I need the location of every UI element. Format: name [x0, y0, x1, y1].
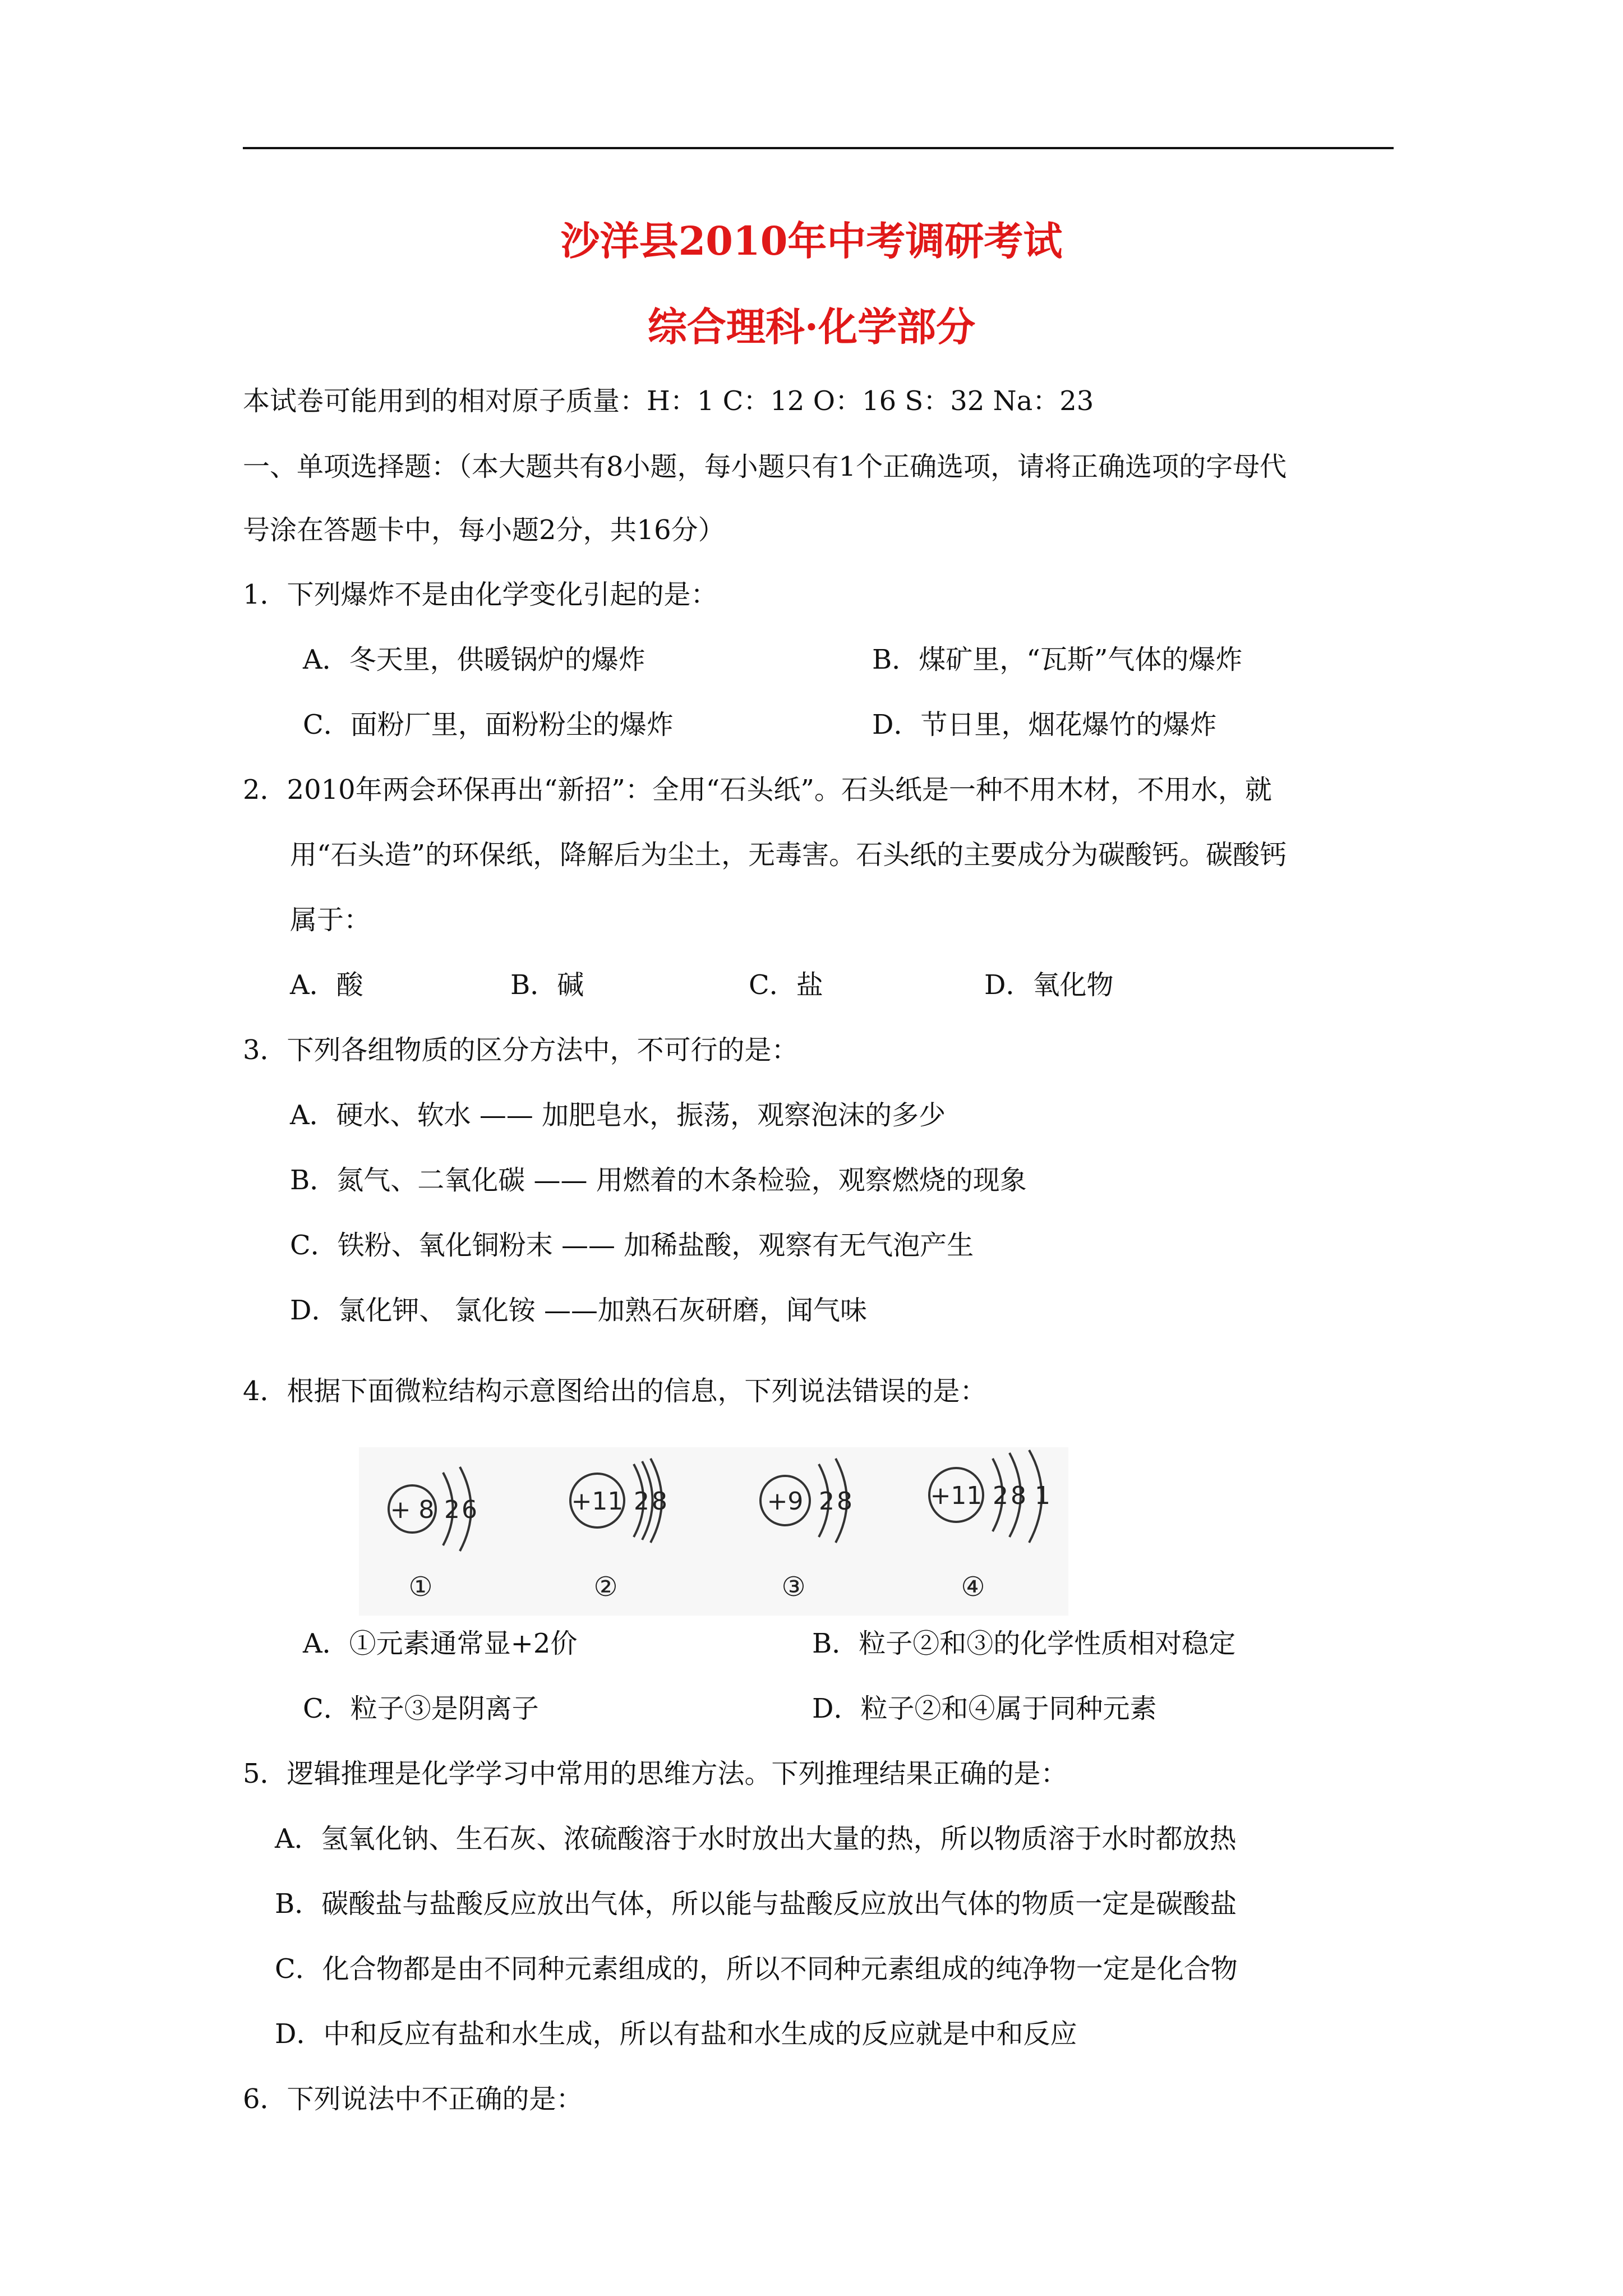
q1-stem: 1．下列爆炸不是由化学变化引起的是： [243, 579, 718, 610]
particle-3-label: ③ [781, 1571, 806, 1603]
particle-2-shell-2: 8 [652, 1487, 667, 1516]
atomic-mass-note: 本试卷可能用到的相对原子质量：H：1 C：12 O：16 S：32 Na：23 [243, 385, 1094, 417]
particle-3-shell-1: 2 [819, 1487, 834, 1516]
q4-stem: 4．根据下面微粒结构示意图给出的信息，下列说法错误的是： [243, 1375, 987, 1407]
header-rule [243, 147, 1394, 149]
q5-option-b: B．碳酸盐与盐酸反应放出气体，所以能与盐酸反应放出气体的物质一定是碳酸盐 [275, 1888, 1237, 1920]
q1-option-b: B．煤矿里，“瓦斯”气体的爆炸 [872, 644, 1243, 675]
q2-stem-line2: 用“石头造”的环保纸，降解后为尘土，无毒害。石头纸的主要成分为碳酸钙。碳酸钙 [290, 839, 1287, 871]
q2-option-c: C．盐 [749, 969, 823, 1001]
q5-option-a: A．氢氧化钠、生石灰、浓硫酸溶于水时放出大量的热，所以物质溶于水时都放热 [275, 1823, 1237, 1855]
q5-option-c: C．化合物都是由不同种元素组成的，所以不同种元素组成的纯净物一定是化合物 [275, 1953, 1238, 1985]
particle-2-label: ② [593, 1571, 618, 1603]
q6-stem: 6．下列说法中不正确的是： [243, 2083, 583, 2115]
q4-option-b: B．粒子②和③的化学性质相对稳定 [812, 1628, 1236, 1659]
q5-option-d: D．中和反应有盐和水生成，所以有盐和水生成的反应就是中和反应 [275, 2018, 1077, 2050]
q3-option-d: D．氯化钾、 氯化铵 ——加熟石灰研磨，闻气味 [290, 1295, 868, 1326]
q1-option-c: C．面粉厂里，面粉粉尘的爆炸 [303, 709, 674, 740]
q2-stem-line1: 2．2010年两会环保再出“新招”：全用“石头纸”。石头纸是一种不用木材，不用水，就 [243, 774, 1272, 806]
q2-option-d: D．氧化物 [984, 969, 1114, 1001]
particle-structure-diagram [359, 1447, 1068, 1616]
particle-1-nucleus: + 8 [390, 1496, 435, 1524]
section-heading-cont: 号涂在答题卡中，每小题2分，共16分） [243, 514, 725, 546]
particle-2-nucleus: +11 [571, 1487, 624, 1516]
particle-4-label: ④ [961, 1571, 985, 1603]
particle-4-shell-1: 2 [993, 1481, 1008, 1510]
particle-1-label: ① [408, 1571, 433, 1603]
particle-4-shell-3: 1 [1035, 1481, 1050, 1510]
q5-stem: 5．逻辑推理是化学学习中常用的思维方法。下列推理结果正确的是： [243, 1758, 1068, 1789]
particle-4-nucleus: +11 [930, 1481, 983, 1510]
q3-option-b: B．氮气、二氧化碳 —— 用燃着的木条检验，观察燃烧的现象 [290, 1165, 1027, 1196]
exam-title: 沙洋县2010年中考调研考试 [560, 218, 1063, 264]
q3-option-c: C．铁粉、氧化铜粉末 —— 加稀盐酸，观察有无气泡产生 [290, 1230, 974, 1261]
particle-4-shell-2: 8 [1011, 1481, 1026, 1510]
particle-1-shell-2: 6 [462, 1496, 477, 1524]
particle-1-shell-1: 2 [444, 1496, 460, 1524]
q3-option-a: A．硬水、软水 —— 加肥皂水，振荡，观察泡沫的多少 [290, 1099, 946, 1131]
q4-option-d: D．粒子②和④属于同种元素 [812, 1693, 1157, 1724]
q2-option-a: A．酸 [290, 969, 363, 1001]
q2-stem-line3: 属于： [290, 904, 371, 936]
q3-stem: 3．下列各组物质的区分方法中，不可行的是： [243, 1034, 799, 1066]
particle-3-nucleus: +9 [767, 1487, 804, 1516]
q2-option-b: B．碱 [510, 969, 584, 1001]
q4-option-a: A．①元素通常显+2价 [303, 1628, 578, 1659]
section-heading: 一、单项选择题：（本大题共有8小题，每小题只有1个正确选项，请将正确选项的字母代 [243, 451, 1287, 482]
q1-option-d: D．节日里，烟花爆竹的爆炸 [872, 709, 1217, 740]
q4-option-c: C．粒子③是阴离子 [303, 1693, 539, 1724]
q1-option-a: A．冬天里，供暖锅炉的爆炸 [303, 644, 645, 675]
exam-subtitle: 综合理科·化学部分 [647, 303, 976, 350]
particle-3-shell-2: 8 [837, 1487, 852, 1516]
particle-2-shell-1: 2 [634, 1487, 649, 1516]
